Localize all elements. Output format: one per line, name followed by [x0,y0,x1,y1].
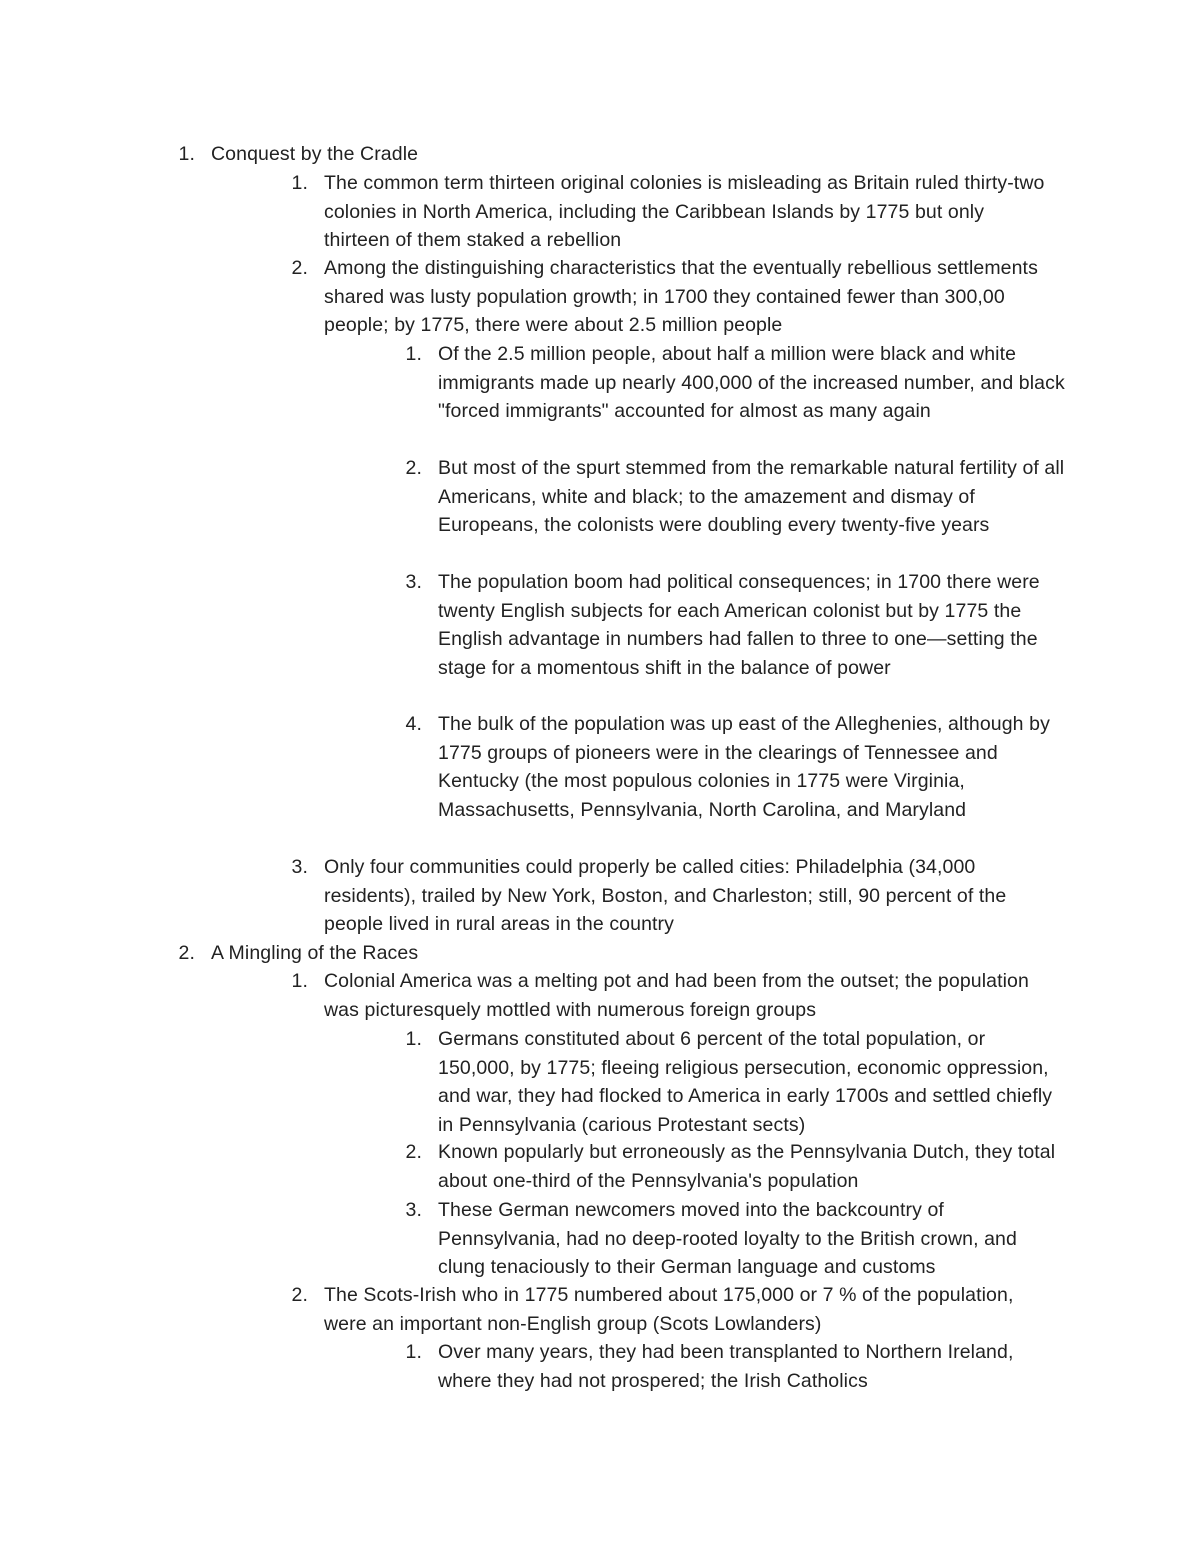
list-number: 3. [405,1199,422,1221]
outline-item-2-1-2 [405,1138,1066,1195]
outline-item-1-2 [291,254,1049,340]
list-number: 3. [291,856,308,878]
outline-item-1 [178,140,1111,169]
list-number: 3. [405,571,422,593]
outline-item-1-2-1 [405,340,1066,426]
outline-item-2-1-1 [405,1025,1066,1139]
outline-item-1-2-3 [405,568,1066,682]
list-item-text: Colonial America was a melting pot and had been from the outset; the population was picturesquely mottled with numerous foreign groups [324,970,1029,1021]
outline-item-2 [178,939,1111,968]
list-number: 2. [178,942,195,964]
list-number: 1. [405,1028,422,1050]
list-item-text: Known popularly but erroneously as the Pennsylvania Dutch, they total about one-third of the Pennsylvania's population [438,1141,1056,1192]
list-number: 1. [291,970,308,992]
list-number: 2. [291,1284,308,1306]
outline-item-2-1-3 [405,1196,1066,1282]
section-heading: Conquest by the Cradle [211,143,419,165]
list-item-text: But most of the spurt stemmed from the remarkable natural fertility of all Americans, white and black; to the amazement and dismay of Europeans, the colonists were doubling every twenty-five years [438,457,1065,536]
outline-item-2-2-1 [405,1338,1066,1395]
list-item-text: Among the distinguishing characteristics that the eventually rebellious settlements shared was lusty population growth; in 1700 they contained fewer than 300,00 people; by 1775, there were about 2.5 million people [324,257,1038,336]
list-number: 1. [405,343,422,365]
list-item-text: The population boom had political consequences; in 1700 there were twenty English subjects for each American colonist but by 1775 the English advantage in numbers had fallen to three to one—setting the stage for a momentous shift in the balance of power [438,571,1040,679]
section-heading: A Mingling of the Races [211,942,419,964]
list-number: 1. [405,1341,422,1363]
outline-item-1-1 [291,169,1049,255]
list-item-text: Over many years, they had been transplanted to Northern Ireland, where they had not prospered; the Irish Catholics [438,1341,1014,1392]
list-number: 2. [291,257,308,279]
list-number: 4. [405,713,422,735]
list-number: 1. [291,172,308,194]
list-item-text: Only four communities could properly be called cities: Philadelphia (34,000 residents), trailed by New York, Boston, and Charleston; still, 90 percent of the people lived in rural areas in the country [324,856,1007,935]
list-number: 1. [178,143,195,165]
outline-item-2-1 [291,967,1049,1024]
outline-item-2-2 [291,1281,1049,1338]
list-item-text: Of the 2.5 million people, about half a million were black and white immigrants made up nearly 400,000 of the increased number, and black "forced immigrants" accounted for almost as many again [438,343,1065,422]
list-number: 2. [405,1141,422,1163]
outline-item-1-2-2 [405,454,1066,540]
outline-item-1-2-4 [405,710,1066,824]
list-item-text: Germans constituted about 6 percent of the total population, or 150,000, by 1775; fleeing religious persecution, economic oppression, and war, they had flocked to America in early 1700s and settled chiefly in Pennsylvania (carious Protestant sects) [438,1028,1053,1136]
list-item-text: The Scots-Irish who in 1775 numbered about 175,000 or 7 % of the population, were an important non-English group (Scots Lowlanders) [324,1284,1014,1335]
list-number: 2. [405,457,422,479]
list-item-text: The common term thirteen original colonies is misleading as Britain ruled thirty-two colonies in North America, including the Caribbean Islands by 1775 but only thirteen of them staked a rebellion [324,172,1045,251]
list-item-text: The bulk of the population was up east of the Alleghenies, although by 1775 groups of pioneers were in the clearings of Tennessee and Kentucky (the most populous colonies in 1775 were Virginia, Massachusetts, Pennsylvania, North Carolina, and Maryland [438,713,1050,821]
outline-item-1-3 [291,853,1049,939]
list-item-text: These German newcomers moved into the backcountry of Pennsylvania, had no deep-rooted loyalty to the British crown, and clung tenaciously to their German language and customs [438,1199,1017,1278]
